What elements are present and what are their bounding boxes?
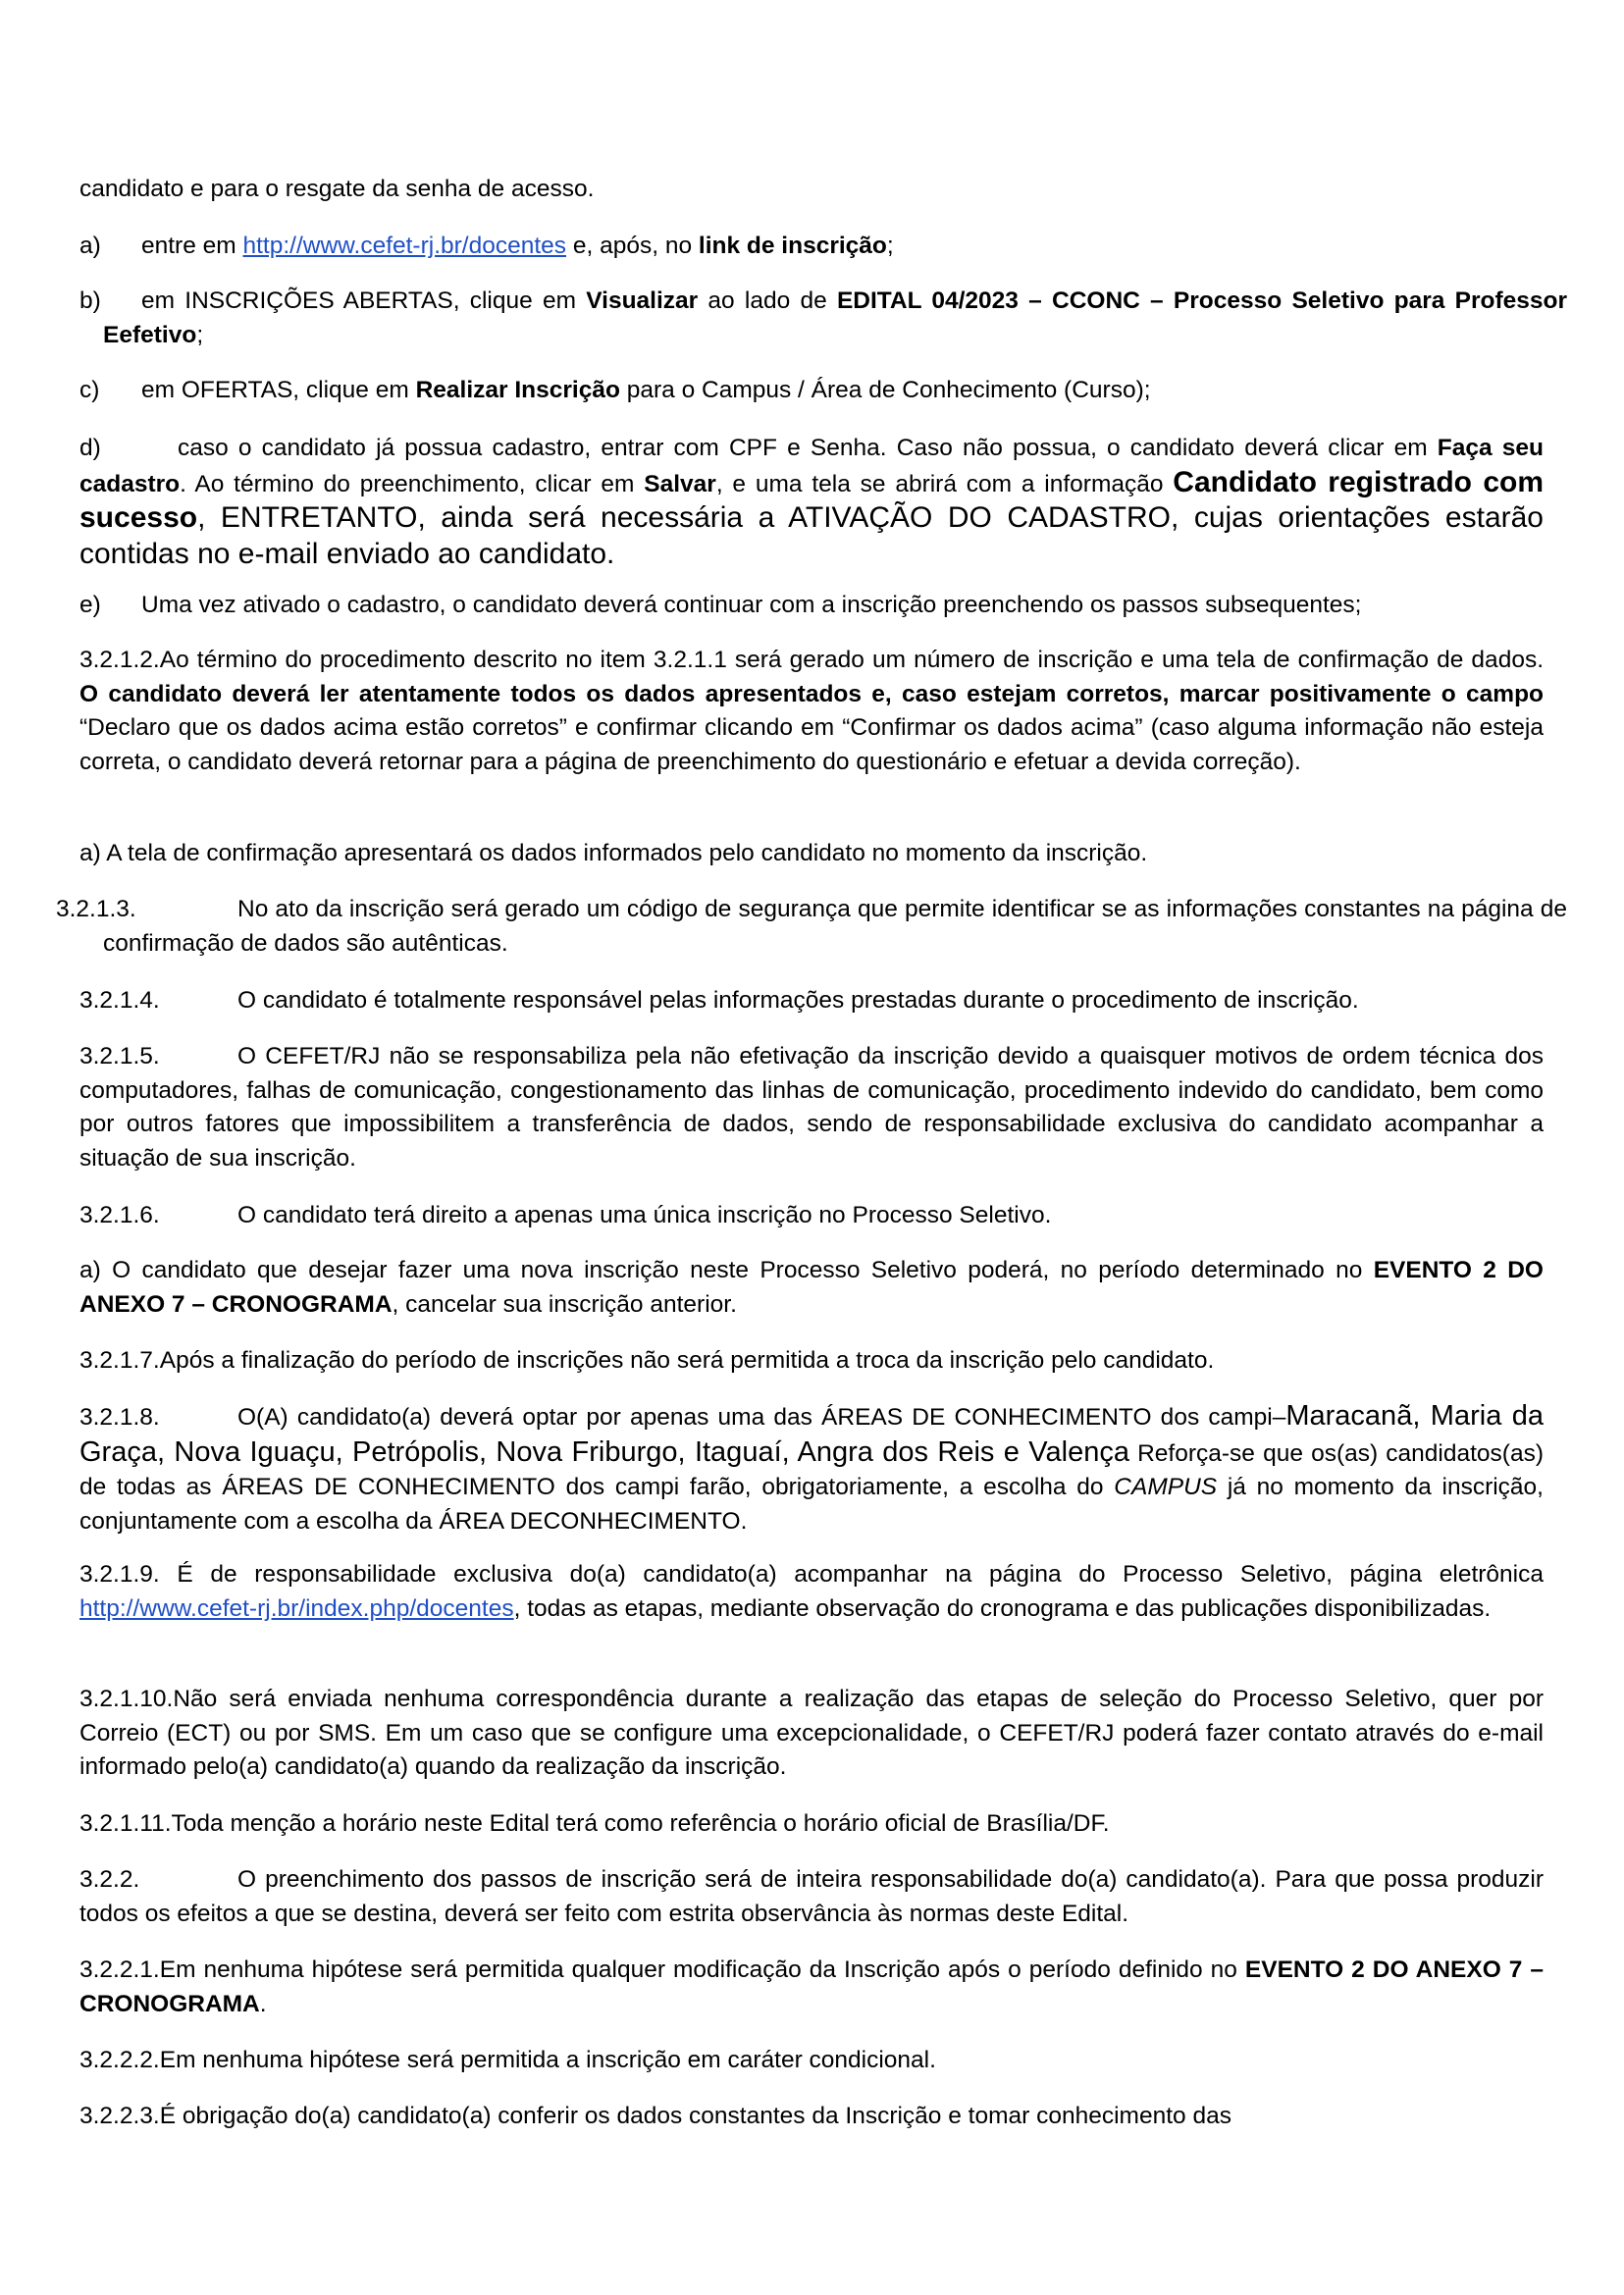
step-e-label: e) (79, 592, 101, 618)
step-d-label: d) (79, 435, 101, 461)
section-3-2-2-3: 3.2.2.3.É obrigação do(a) candidato(a) conferir os dados constantes da Inscrição e tomar conhecimento das (79, 2103, 1231, 2129)
section-3-2-2-1: 3.2.2.1.Em nenhuma hipótese será permitida qualquer modificação da Inscrição após o período definido no EVENTO 2 DO ANEXO 7 – CRONOGRAMA. (79, 1956, 1544, 2017)
step-c: c) em OFERTAS, clique em Realizar Inscrição para o Campus / Área de Conhecimento (Curso); (79, 374, 1567, 408)
section-3-2-1-6: 3.2.1.6. O candidato terá direito a apenas uma única inscrição no Processo Seletivo. (79, 1202, 1052, 1228)
section-3-2-1-7: 3.2.1.7.Após a finalização do período de inscrições não será permitida a troca da inscrição pelo candidato. (79, 1347, 1215, 1374)
docentes-index-link[interactable]: http://www.cefet-rj.br/index.php/docentes (79, 1594, 514, 1622)
step-a: a) entre em http://www.cefet-rj.br/docentes e, após, no link de inscrição; (79, 230, 1567, 264)
section-3-2-1-8: 3.2.1.8. O(A) candidato(a) deverá optar por apenas uma das ÁREAS DE CONHECIMENTO dos campi–Maracanã, Maria da Graça, Nova Iguaçu, Petrópolis, Nova Friburgo, Itaguaí, Angra dos Reis e Valença Reforça-se que os(as) candidatos(as) de todas as ÁREAS DE CONHECIMENTO dos campi farão, obrigatoriamente, a escolha do CAMPUS já no momento da inscrição, conjuntamente com a escolha da ÁREA DECONHECIMENTO. (79, 1400, 1545, 1535)
section-3-2-1-3: 3.2.1.3. No ato da inscrição será gerado um código de segurança que permite identificar se as informações constantes na página de confirmação de dados são autênticas. (56, 896, 1567, 957)
section-3-2-1-10: 3.2.1.10.Não será enviada nenhuma correspondência durante a realização das etapas de seleção do Processo Seletivo, quer por Correio (ECT) ou por SMS. Em um caso que se configure uma excepcionalidade, o CEFET/RJ poderá fazer contato através do e-mail informado pelo(a) candidato(a) quando da realização da inscrição. (79, 1686, 1544, 1780)
section-3-2-1-2-a: a) A tela de confirmação apresentará os dados informados pelo candidato no momento da inscrição. (79, 840, 1148, 866)
section-3-2-1-4: 3.2.1.4. O candidato é totalmente responsável pelas informações prestadas durante o procedimento de inscrição. (79, 987, 1359, 1014)
step-b: b) em INSCRIÇÕES ABERTAS, clique em Visualizar ao lado de EDITAL 04/2023 – CCONC – Processo Seletivo para Professor Eefetivo; (79, 285, 1567, 352)
section-3-2-1-5: 3.2.1.5. O CEFET/RJ não se responsabiliza pela não efetivação da inscrição devido a quaisquer motivos de ordem técnica dos computadores, falhas de comunicação, congestionamento das linhas de comunicação, procedimento indevido do candidato, bem como por outros fatores que impossibilitem a transferência de dados, sendo de responsabilidade exclusiva do candidato acompanhar a situação de sua inscrição. (79, 1043, 1544, 1172)
section-3-2-1-11: 3.2.1.11.Toda menção a horário neste Edital terá como referência o horário oficial de Brasília/DF. (79, 1810, 1110, 1837)
section-3-2-1-6-a: a) O candidato que desejar fazer uma nova inscrição neste Processo Seletivo poderá, no período determinado no EVENTO 2 DO ANEXO 7 – CRONOGRAMA, cancelar sua inscrição anterior. (79, 1257, 1544, 1318)
step-c-label: c) (79, 377, 100, 403)
step-e: e) Uma vez ativado o cadastro, o candidato deverá continuar com a inscrição preenchendo os passos subsequentes; (79, 589, 1567, 623)
paragraph-continuation: candidato e para o resgate da senha de acesso. (79, 176, 595, 202)
section-3-2-2: 3.2.2. O preenchimento dos passos de inscrição será de inteira responsabilidade do(a) candidato(a). Para que possa produzir todos os efeitos a que se destina, deverá ser feito com estrita observância às normas deste Edital. (79, 1866, 1544, 1927)
section-3-2-2-2: 3.2.2.2.Em nenhuma hipótese será permitida a inscrição em caráter condicional. (79, 2047, 936, 2073)
step-a-label: a) (79, 233, 101, 259)
step-b-label: b) (79, 287, 101, 314)
section-3-2-1-2: 3.2.1.2.Ao término do procedimento descrito no item 3.2.1.1 será gerado um número de inscrição e uma tela de confirmação de dados. O candidato deverá ler atentamente todos os dados apresentados e, caso estejam corretos, marcar positivamente o campo “Declaro que os dados acima estão corretos” e confirmar clicando em “Confirmar os dados acima” (caso alguma informação não esteja correta, o candidato deverá retornar para a página de preenchimento do questionário e efetuar a devida correção). (79, 647, 1544, 775)
step-d: d) caso o candidato já possua cadastro, entrar com CPF e Senha. Caso não possua, o candidato deverá clicar em Faça seu cadastro. Ao término do preenchimento, clicar em Salvar, e uma tela se abrirá com a informação Candidato registrado com sucesso, ENTRETANTO, ainda será necessária a ATIVAÇÃO DO CADASTRO, cujas orientações estarão contidas no e-mail enviado ao candidato. (79, 432, 1544, 573)
docentes-link[interactable]: http://www.cefet-rj.br/docentes (242, 233, 567, 259)
section-3-2-1-9: 3.2.1.9. É de responsabilidade exclusiva do(a) candidato(a) acompanhar na página do Processo Seletivo, página eletrônica http://www.cefet-rj.br/index.php/docentes, todas as etapas, mediante observação do cronograma e das publicações disponibilizadas. (79, 1561, 1544, 1622)
